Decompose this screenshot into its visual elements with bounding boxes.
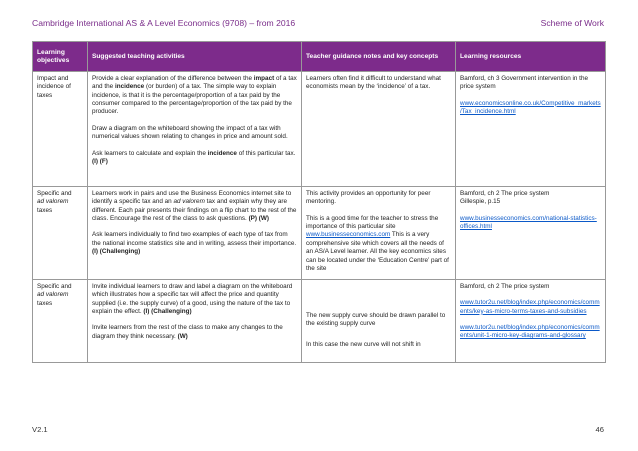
objective-text: taxes <box>37 206 53 214</box>
guidance-link[interactable]: www.businesseconomics.com <box>306 231 391 239</box>
activities-cell <box>88 280 302 363</box>
activity-paragraph <box>92 150 297 167</box>
guidance-text: This activity provides an opportunity for peer mentoring. <box>306 190 431 206</box>
column-header-resources: Learning resources <box>456 42 606 72</box>
objective-italic: ad valorem <box>37 291 69 299</box>
guidance-cell <box>302 280 456 363</box>
table-row <box>33 72 606 187</box>
activity-text: Provide a clear explanation of the difference between the <box>92 75 254 82</box>
activity-paragraph <box>92 283 297 316</box>
column-header-activities: Suggested teaching activities <box>88 42 302 72</box>
objective-italic: ad valorem <box>37 198 69 206</box>
objective-text: Specific and <box>37 283 72 290</box>
resource-line: Bamford, ch 2 The price system <box>460 190 550 197</box>
activity-text: Ask learners individually to find two examples of each type of tax from the national income statistics site and in writing, assess their importance. <box>92 231 297 247</box>
activity-text: (or burden) of a tax. The simple way to explain incidence, is that it is the percentage/proportion of a tax paid by the consumer compared to the percentage/proportion of the tax paid by the producer. <box>92 83 292 116</box>
activities-cell <box>88 72 302 187</box>
guidance-span: This is a good time for the teacher to stress the importance of this particular site <box>306 214 439 231</box>
activity-bold: (I) (Challenging) <box>143 308 192 316</box>
resources-cell <box>456 280 606 363</box>
objective-cell <box>33 72 88 187</box>
objective-text: Impact and incidence of taxes <box>37 75 71 99</box>
table-header-row <box>33 42 606 72</box>
objective-cell <box>33 187 88 280</box>
activity-text: tax and explain why they are different. Each pair presents their findings on a flip chart to the rest of the class. Encourage the rest of the class to ask questions. <box>92 198 297 223</box>
resource-link[interactable]: www.tutor2u.net/blog/index.php/economics/comments/key-as-micro-terms-taxes-and-subsidies <box>460 299 600 315</box>
activity-italic: ad valorem <box>173 198 205 206</box>
activity-paragraph <box>92 190 297 223</box>
activity-text: Ask learners to calculate and explain the <box>92 149 208 157</box>
guidance-text: Learners often find it difficult to understand what economists mean by the ‘incidence’ of a tax. <box>306 75 441 91</box>
activity-bold: (I) (Challenging) <box>92 248 141 256</box>
activity-paragraph: Draw a diagram on the whiteboard showing the impact of a tax with numerical values shown relating to changes in price and amount sold. <box>92 124 288 141</box>
activity-paragraph <box>92 324 297 341</box>
activity-text: of a tax and the <box>92 75 297 91</box>
activity-paragraph <box>92 75 297 117</box>
guidance-text <box>306 215 451 274</box>
activity-bold: (W) <box>177 332 188 340</box>
activity-bold: incidence <box>207 149 237 157</box>
resource-link[interactable]: www.businesseconomics.com/national-statistics-offices.html <box>460 214 597 231</box>
activity-bold: (P) (W) <box>248 215 269 223</box>
column-header-guidance: Teacher guidance notes and key concepts <box>302 42 456 72</box>
activity-bold: (I) (F) <box>92 157 108 165</box>
guidance-span: This is a very comprehensive site which covers all the needs of an AS/A Level learner. All the key economics sites can be located under the ‘Education Centre’ part of the site <box>306 231 449 272</box>
resource-link[interactable]: www.economicsonline.co.uk/Competitive_markets/Tax_incidence.html <box>460 99 601 116</box>
document-type: Scheme of Work <box>540 18 604 28</box>
page-number: 46 <box>595 425 604 434</box>
version-label: V2.1 <box>32 425 48 434</box>
resource-text: Bamford, ch 2 The price system <box>460 283 550 290</box>
objective-cell <box>33 280 88 363</box>
table-row <box>33 187 606 280</box>
activities-cell <box>88 187 302 280</box>
document-title: Cambridge International AS & A Level Economics (9708) – from 2016 <box>32 18 296 28</box>
guidance-cell <box>302 72 456 187</box>
activity-paragraph <box>92 231 297 256</box>
guidance-text: In this case the new curve will not shift in <box>306 340 421 348</box>
activity-text: Learners work in pairs and use the Business Economics internet site to identify a specific tax and an <box>92 190 292 206</box>
guidance-text: The new supply curve should be drawn parallel to the existing supply curve <box>306 312 446 328</box>
activity-bold: incidence <box>114 83 145 91</box>
table-row <box>33 280 606 363</box>
activity-text: of this particular tax. <box>236 149 296 157</box>
activity-bold: impact <box>253 75 275 82</box>
resource-line: Gillespie, p.15 <box>460 198 501 206</box>
objective-text: taxes <box>37 299 53 307</box>
activity-text: Invite learners from the rest of the class to make any changes to the diagram they think necessary. <box>92 324 283 340</box>
activity-text: Invite individual learners to draw and label a diagram on the whiteboard which illustrates how a specific tax will affect the price and quantity supplied (i.e. the supply curve) of a good, using the nature of the tax to explain the effect. <box>92 283 293 316</box>
column-header-objectives: Learning objectives <box>33 42 88 72</box>
scheme-of-work-table <box>32 41 606 363</box>
guidance-cell <box>302 187 456 280</box>
objective-text: Specific and <box>37 190 72 197</box>
resources-cell <box>456 187 606 280</box>
resource-text <box>460 190 601 207</box>
resources-cell <box>456 72 606 187</box>
resource-text: Bamford, ch 3 Government intervention in the price system <box>460 75 588 91</box>
resource-link[interactable]: www.tutor2u.net/blog/index.php/economics/comments/unit-1-micro-key-diagrams-and-glossary <box>460 324 600 340</box>
guidance-spacer <box>306 283 451 312</box>
